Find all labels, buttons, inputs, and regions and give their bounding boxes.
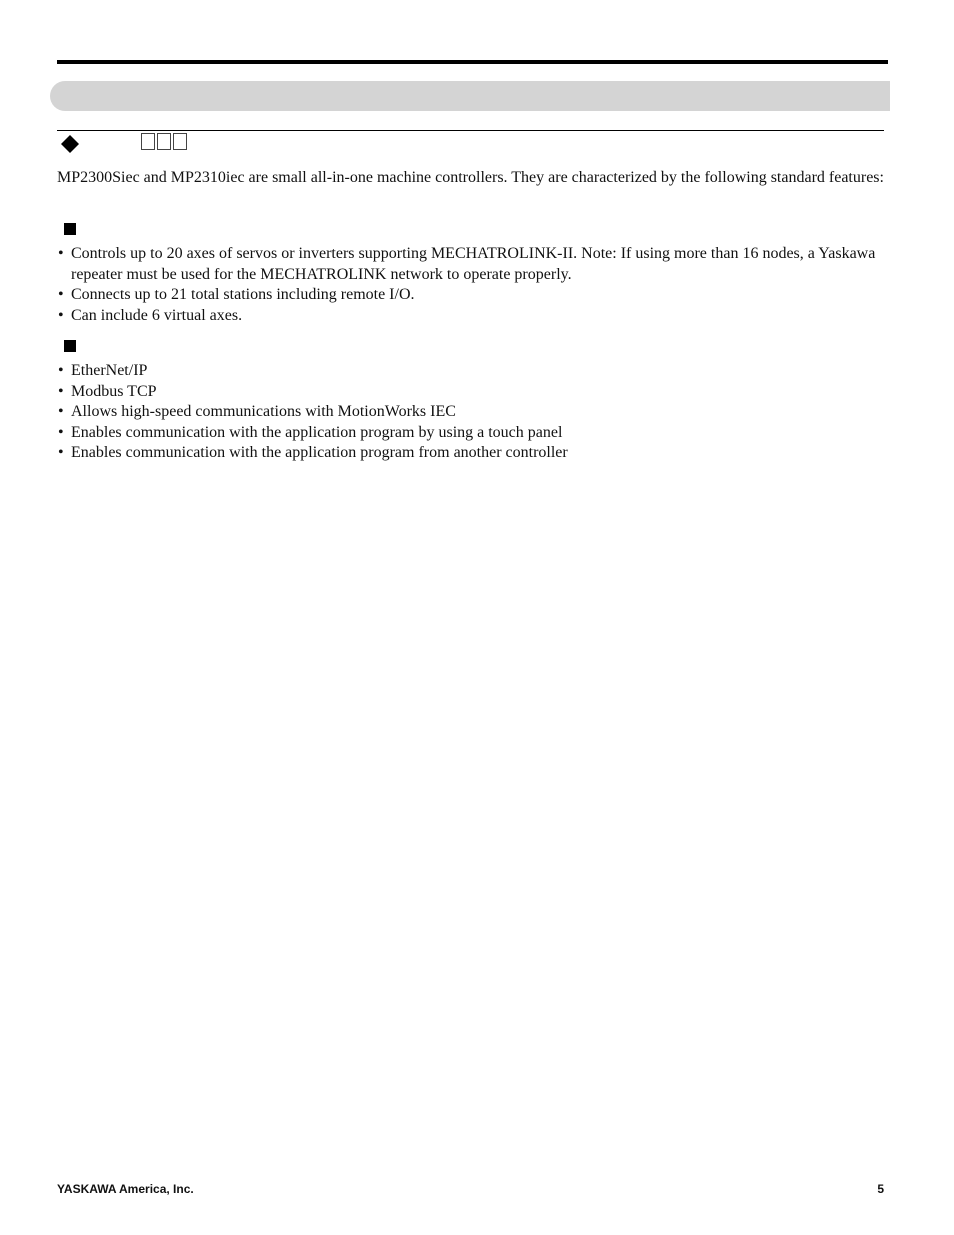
features-list-1	[57, 244, 887, 326]
square-icon	[64, 223, 76, 235]
bullet-icon: •	[58, 444, 64, 461]
bullet-icon: •	[58, 423, 64, 441]
list-item: • Can include 6 virtual axes.	[57, 306, 887, 327]
list-item: • Controls up to 20 axes of servos or inverters supporting MECHATROLINK-II. Note: If using more than 16 nodes, a Yaskawa repeater must be used for the MECHATROLINK network to operate properly.	[58, 245, 876, 283]
chapter-band	[50, 81, 890, 111]
missing-glyph-icon	[141, 133, 155, 150]
list-item: • Enables communication with the application program from another controller	[57, 443, 887, 464]
list-item: • EtherNet/IP	[57, 361, 887, 382]
bullet-icon: •	[58, 362, 64, 379]
top-rule	[57, 60, 888, 64]
list-item: • Allows high-speed communications with MotionWorks IEC	[57, 402, 887, 423]
missing-glyph-heading	[141, 133, 187, 150]
footer-page-number: 5	[877, 1182, 884, 1196]
heading-rule	[57, 130, 884, 131]
intro-paragraph: MP2300Siec and MP2310iec are small all-in-one machine controllers. They are characterized by the following standard features:	[57, 169, 884, 186]
footer-company: YASKAWA America, Inc.	[57, 1182, 194, 1196]
missing-glyph-icon	[173, 133, 187, 150]
missing-glyph-icon	[157, 133, 171, 150]
square-icon	[64, 340, 76, 352]
bullet-icon: •	[58, 306, 64, 324]
bullet-icon: •	[58, 382, 64, 400]
list-item: • Connects up to 21 total stations including remote I/O.	[57, 285, 887, 306]
bullet-icon: •	[58, 286, 64, 303]
list-item: • Modbus TCP	[57, 382, 887, 403]
bullet-icon: •	[58, 245, 64, 262]
diamond-icon	[61, 135, 79, 153]
bullet-icon: •	[58, 403, 64, 420]
list-item: • Enables communication with the application program by using a touch panel	[57, 423, 887, 444]
features-list-2	[57, 361, 887, 464]
